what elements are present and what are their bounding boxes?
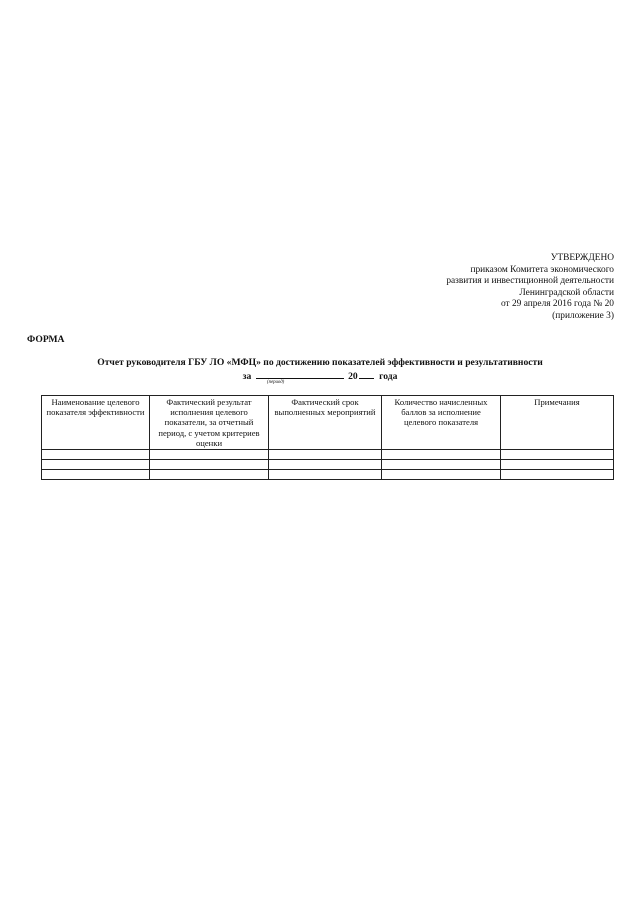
table-cell[interactable] [42,460,150,470]
table-cell[interactable] [150,470,269,480]
column-header-indicator-name: Наименование целевого показателя эффективности [42,396,150,450]
table-cell[interactable] [501,460,614,470]
report-title: Отчет руководителя ГБУ ЛО «МФЦ» по достижению показателей эффективности и результативности [97,357,543,368]
form-label: ФОРМА [27,334,65,345]
table-cell[interactable] [382,470,501,480]
report-period-line [0,369,640,382]
period-hint: (период) [267,380,285,385]
year-prefix: 20 [348,371,358,382]
table-row [42,450,614,460]
approval-date-line: от 29 апреля 2016 года № 20 [500,299,614,309]
column-header-points: Количество начисленных баллов за исполнение целевого показателя [382,396,501,450]
column-header-notes: Примечания [501,396,614,450]
period-blank-field[interactable] [256,369,344,379]
report-table [41,395,614,480]
table-cell[interactable] [269,470,382,480]
period-prefix: за [242,371,252,382]
table-cell[interactable] [150,450,269,460]
table-cell[interactable] [382,460,501,470]
table-cell[interactable] [42,470,150,480]
column-header-actual-deadline: Фактический срок выполненных мероприятий [269,396,382,450]
table-cell[interactable] [382,450,501,460]
table-row [42,470,614,480]
year-blank-field[interactable] [359,369,374,379]
table-cell[interactable] [501,470,614,480]
table-cell[interactable] [269,460,382,470]
approval-title: УТВЕРЖДЕНО [550,253,614,263]
table-cell[interactable] [269,450,382,460]
table-header-row [42,396,614,450]
year-suffix: года [379,371,398,382]
approval-block [446,253,614,322]
approval-region-line: Ленинградской области [519,287,614,298]
approval-order-line: приказом Комитета экономического [470,264,614,275]
column-header-actual-result: Фактический результат исполнения целевого показатели, за отчетный период, с учетом критериев оценки [150,396,269,450]
approval-appendix-line: (приложение 3) [552,310,614,321]
table-cell[interactable] [42,450,150,460]
table-row [42,460,614,470]
table-cell[interactable] [150,460,269,470]
approval-committee-line: развития и инвестиционной деятельности [446,276,614,286]
table-cell[interactable] [501,450,614,460]
